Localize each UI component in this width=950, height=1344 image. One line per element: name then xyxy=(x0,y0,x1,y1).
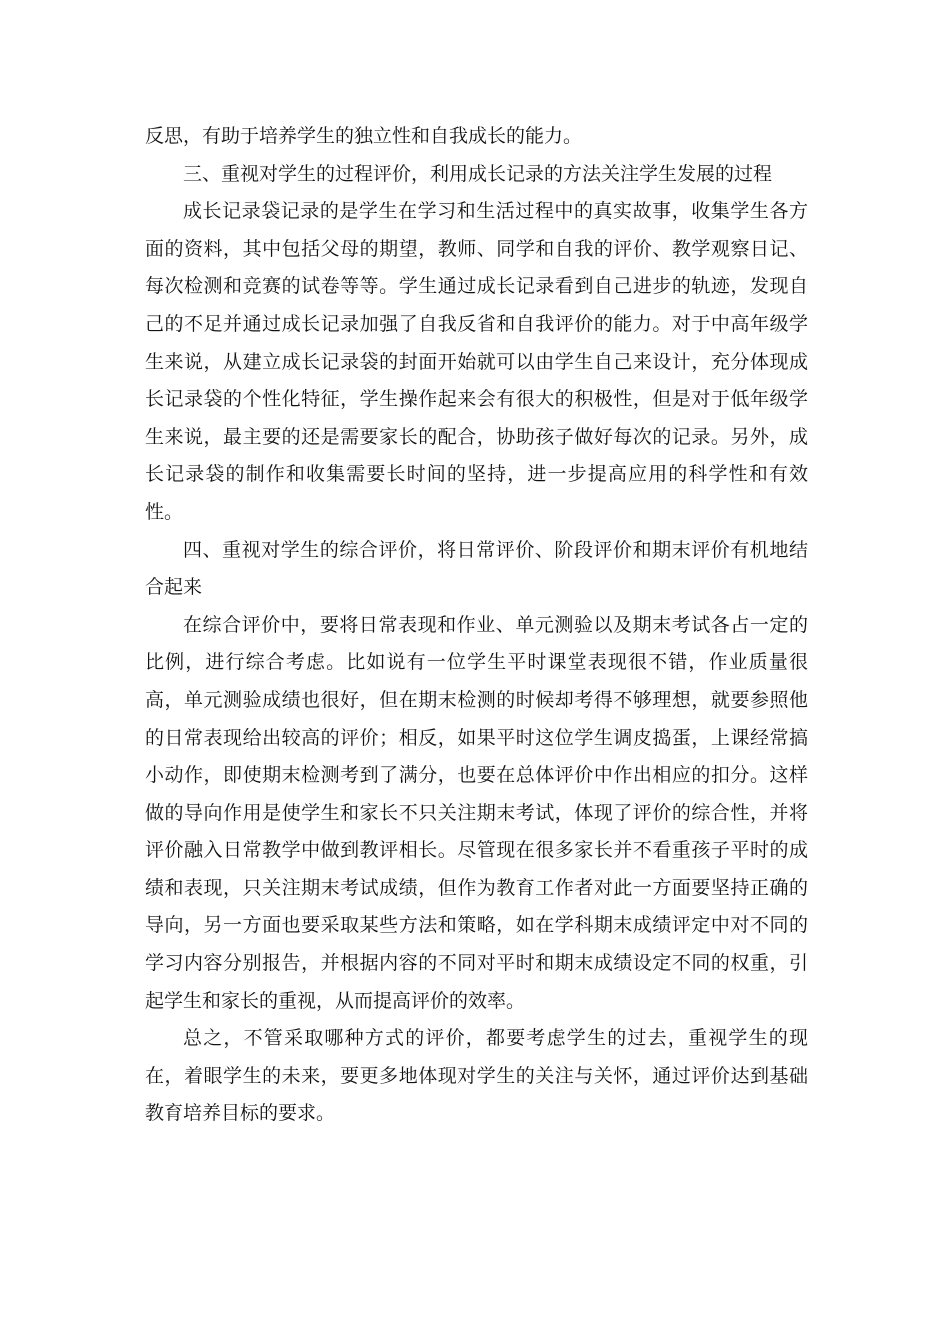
section-heading-comprehensive-evaluation: 四、重视对学生的综合评价，将日常评价、阶段评价和期末评价有机地结合起来 xyxy=(145,538,808,599)
paragraph-growth-portfolio: 成长记录袋记录的是学生在学习和生活过程中的真实故事，收集学生各方面的资料，其中包括父母的期望，教师、同学和自我的评价、教学观察日记、每次检测和竞赛的试卷等等。学生通过成长记录看到自己进步的轨迹，发现自己的不足并通过成长记录加强了自我反省和自我评价的能力。对于中高年级学生来说，从建立成长记录袋的封面开始就可以由学生自己来设计，充分体现成长记录袋的个性化特征，学生操作起来会有很大的积极性，但是对于低年级学生来说，最主要的还是需要家长的配合，协助孩子做好每次的记录。另外，成长记录袋的制作和收集需要长时间的坚持，进一步提高应用的科学性和有效性。 xyxy=(145,200,808,523)
paragraph-comprehensive-evaluation: 在综合评价中，要将日常表现和作业、单元测验以及期末考试各占一定的比例，进行综合考虑。比如说有一位学生平时课堂表现很不错，作业质量很高，单元测验成绩也很好，但在期末检测的时候却考得不够理想，就要参照他的日常表现给出较高的评价；相反，如果平时这位学生调皮捣蛋，上课经常搞小动作，即使期末检测考到了满分，也要在总体评价中作出相应的扣分。这样做的导向作用是使学生和家长不只关注期末考试，体现了评价的综合性，并将评价融入日常教学中做到教评相长。尽管现在很多家长并不看重孩子平时的成绩和表现，只关注期末考试成绩，但作为教育工作者对此一方面要坚持正确的导向，另一方面也要采取某些方法和策略，如在学科期末成绩评定中对不同的学习内容分别报告，并根据内容的不同对平时和期末成绩设定不同的权重，引起学生和家长的重视，从而提高评价的效率。 xyxy=(145,613,808,1012)
document-page xyxy=(145,118,808,1133)
paragraph-conclusion: 总之，不管采取哪种方式的评价，都要考虑学生的过去，重视学生的现在，着眼学生的未来，要更多地体现对学生的关注与关怀，通过评价达到基础教育培养目标的要求。 xyxy=(145,1027,808,1125)
section-heading-process-evaluation: 三、重视对学生的过程评价，利用成长记录的方法关注学生发展的过程 xyxy=(183,162,773,185)
paragraph-continuation: 反思，有助于培养学生的独立性和自我成长的能力。 xyxy=(145,125,583,147)
